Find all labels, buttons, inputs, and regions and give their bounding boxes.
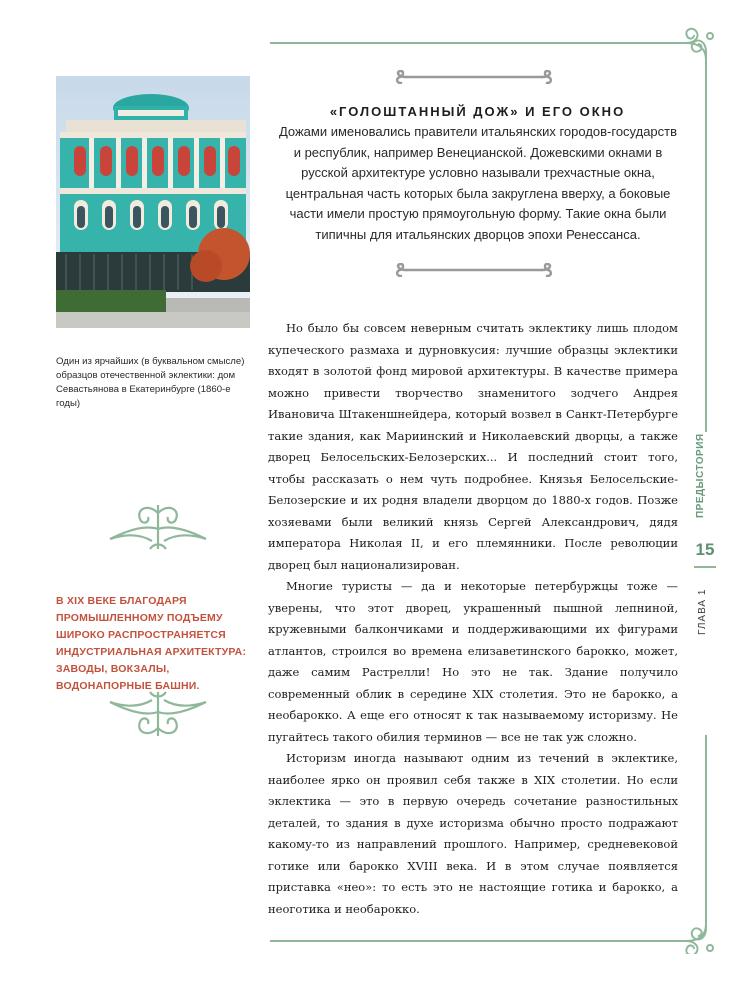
page-number: 15 — [695, 540, 715, 559]
corner-ornament-icon — [656, 26, 716, 72]
infobox-title: «ГОЛОШТАННЫЙ ДОЖ» И ЕГО ОКНО — [329, 104, 626, 119]
infobox-text: Дожами именовались правители итальянских городов-государств и республик, например Венецианской. Дожевскими окнами в русской архитектуре условно называли трехчастные окна, центральная часть которых была закруглена вверху, а боковые части имели простую прямоугольную форму. Такие окна были типичны для итальянских дворцов эпохи Ренессанса. — [278, 124, 678, 242]
body-text — [268, 318, 678, 920]
body-paragraph: Историзм иногда называют одним из течений в эклектике, наиболее ярко он проявил себя также в XIX столетии. Но если эклектика — это в первую очередь сочетание разностильных деталей, то здания в духе историзма обычно просто подражают какому-то из направлений прошлого. Например, средневековой готике или барокко XVIII века. И в этом случае появляется приставка «нео»: то есть это не настоящие готика и барокко, а неоготика и необарокко. — [268, 751, 678, 916]
photo-caption: Один из ярчайших (в буквальном смысле) образцов отечественной эклектики: дом Севастьянова в Екатеринбурге (1860-е годы) — [56, 356, 245, 409]
scroll-ornament-icon — [392, 263, 556, 277]
sidebar-quote: В XIX ВЕКЕ БЛАГОДАРЯ ПРОМЫШЛЕННОМУ ПОДЪЕМУ ШИРОКО РАСПРОСТРАНЯЕТСЯ ИНДУСТРИАЛЬНАЯ АРХИТЕКТУРА: ЗАВОДЫ, ВОКЗАЛЫ, ВОДОНАПОРНЫЕ БАШНИ. — [56, 595, 247, 692]
scroll-ornament-icon — [392, 70, 556, 84]
chapter-label: ГЛАВА 1 — [697, 588, 708, 635]
building-photo — [56, 76, 250, 328]
art-nouveau-ornament-icon — [108, 690, 208, 738]
page-number-divider — [694, 566, 716, 568]
body-paragraph: Но было бы совсем неверным считать эклектику лишь плодом купеческого размаха и дурновкусия: лучшие образцы эклектики входят в золотой фонд мировой архитектуры. В качестве примера можно привести творчество знаменитого зодчего Андрея Ивановича Штакеншнейдера, который возвел в Санкт-Петербурге такие здания, как Мариинский и Николаевский дворцы, а также дворец Белосельских-Белозерских... И последний стоит того, чтобы рассказать о нем чуть подробнее. Князья Белосельские-Белозерские и их родня владели дворцом до 1880-х годов. Позже хозяевами были великий князь Сергей Александрович, дядя императора Николая II, и его племянники. После революции дворец был национализирован. — [268, 321, 678, 572]
body-paragraph: Многие туристы — да и некоторые петербуржцы тоже — уверены, что этот дворец, украшенный пышной лепниной, кружевными балкончиками и поддерживающими их фигурами атлантов, строился во времена елизаветинского барокко, может, даже самим Растрелли! Но это не так. Здание получило современный облик в середине XIX столетия. Это не барокко, а необарокко. А еще его относят к так называемому историзму. Не пугайтесь такого обилия терминов — все не так уж сложно. — [268, 579, 678, 744]
frame-top-line — [270, 42, 672, 44]
frame-right-line-upper — [705, 62, 707, 432]
frame-bottom-line — [270, 940, 672, 942]
frame-right-line-lower — [705, 735, 707, 915]
section-label: ПРЕДЫСТОРИЯ — [695, 433, 706, 518]
art-nouveau-ornament-icon — [108, 503, 208, 551]
